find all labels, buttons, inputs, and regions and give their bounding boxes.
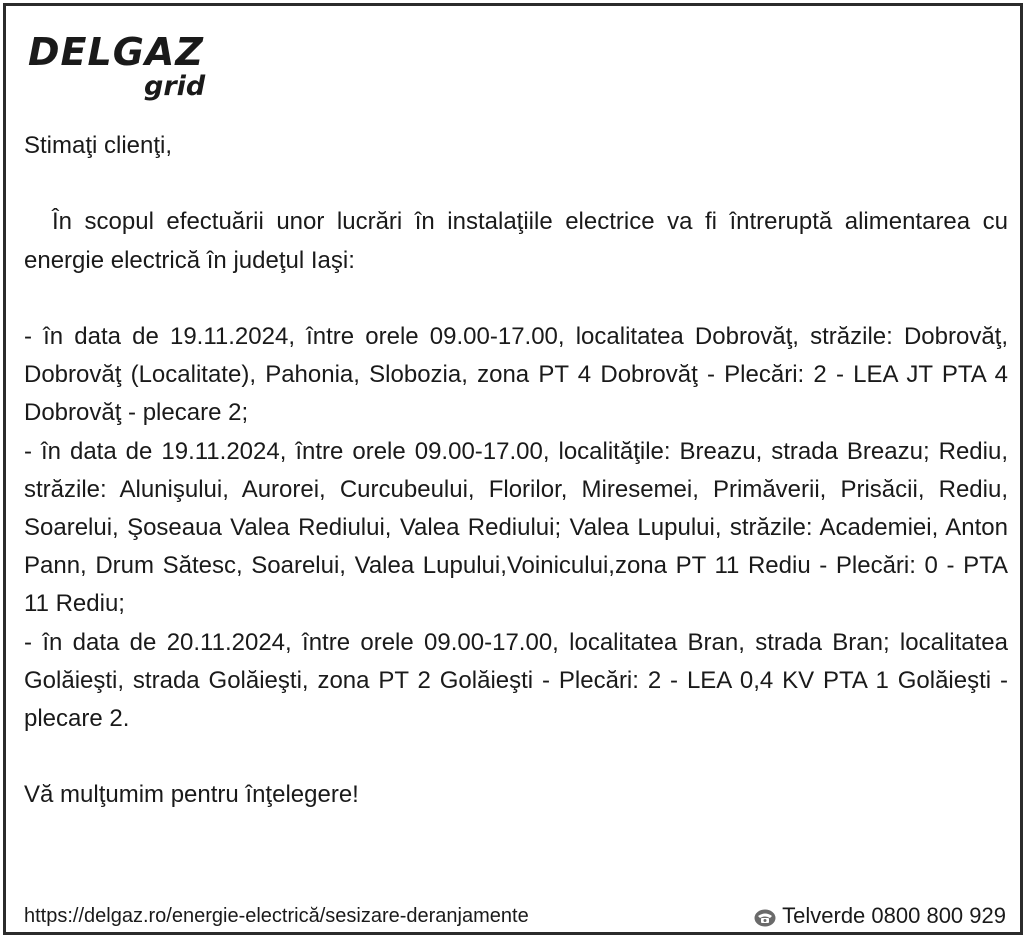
outage-item-1: - în data de 19.11.2024, între orele 09.00-17.00, localitatea Dobrovăţ, străzile: Dobrovăţ, Dobrovăţ (Localitate), Pahonia, Slobozia, zona PT 4 Dobrovăţ - Plecări: 2 - LEA JT PTA 4 Dobrovăţ - plecare 2; (24, 322, 1008, 427)
greeting: Stimaţi clienţi, (24, 132, 173, 159)
outage-item-2: - în data de 19.11.2024, între orele 09.00-17.00, localităţile: Breazu, strada Breazu; Rediu, străzile: Alunişului, Aurorei, Curcubeului, Florilor, Miresemei, Primăverii, Prisăcii, Rediu, Soarelui, Şoseaua Valea Rediului, Valea Rediului; Valea Lupului, străzile: Academiei, Anton Pann, Drum Sătesc, Soarelui, Valea Lupului,Voinicului,zona PT 11 Rediu - Plecări: 0 - PTA 11 Rediu; (24, 437, 1008, 618)
footer-phone (754, 903, 1006, 929)
closing-text: Vă mulţumim pentru înţelegere! (24, 781, 359, 809)
delgaz-logo (28, 30, 228, 110)
footer-link[interactable]: https://delgaz.ro/energie-electrică/sesizare-deranjamente (24, 905, 529, 927)
notice-body (24, 127, 1008, 815)
logo-sub: grid (144, 71, 206, 102)
outage-item-3: - în data de 20.11.2024, între orele 09.00-17.00, localitatea Bran, strada Bran; localitatea Golăieşti, strada Golăieşti, zona PT 2 Golăieşti - Plecări: 2 - LEA 0,4 KV PTA 1 Golăieşti - plecare 2. (24, 628, 1008, 733)
telephone-icon (754, 907, 776, 925)
notice-frame (3, 3, 1023, 935)
phone-text: Telverde 0800 800 929 (782, 903, 1006, 928)
logo-brand: DELGAZ (28, 30, 204, 74)
intro-paragraph: În scopul efectuării unor lucrări în instalaţiile electrice va fi întreruptă alimentarea cu energie electrică în judeţul Iaşi: (24, 208, 1008, 274)
